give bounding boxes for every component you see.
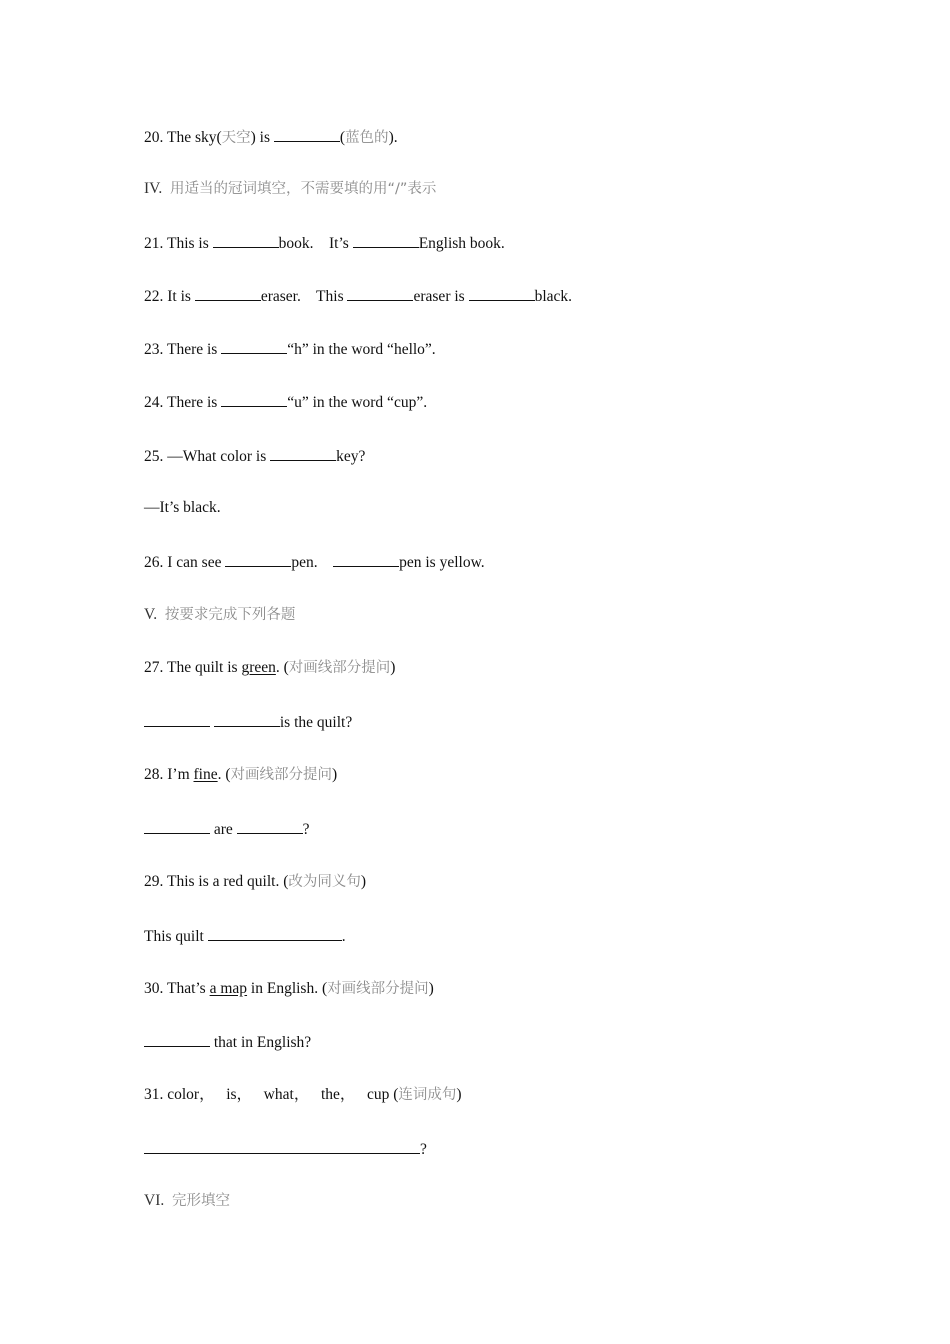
question-25: 25. —What color is key? <box>144 445 365 467</box>
question-28: 28. I’m fine. (对画线部分提问) <box>144 766 338 783</box>
answer-blank[interactable] <box>221 391 287 407</box>
section-vi-heading: VI. 完形填空 <box>144 1192 230 1209</box>
question-26: 26. I can see pen. pen is yellow. <box>144 551 485 573</box>
answer-blank[interactable] <box>333 551 399 567</box>
answer-blank[interactable] <box>144 711 210 727</box>
question-27: 27. The quilt is green. (对画线部分提问) <box>144 659 396 676</box>
answer-blank[interactable] <box>144 1138 420 1154</box>
section-v-heading: V. 按要求完成下列各题 <box>144 606 296 623</box>
answer-blank[interactable] <box>144 1031 210 1047</box>
question-22: 22. It is eraser. This eraser is black. <box>144 285 572 307</box>
question-27-answer: is the quilt? <box>144 711 352 733</box>
question-31-answer: ? <box>144 1138 427 1160</box>
answer-blank[interactable] <box>213 232 279 248</box>
answer-blank[interactable] <box>353 232 419 248</box>
answer-blank[interactable] <box>195 285 261 301</box>
answer-blank[interactable] <box>221 338 287 354</box>
question-29: 29. This is a red quilt. (改为同义句) <box>144 873 367 890</box>
question-29-answer: This quilt . <box>144 925 346 947</box>
question-30-answer: that in English? <box>144 1031 311 1053</box>
answer-blank[interactable] <box>274 126 340 142</box>
answer-blank[interactable] <box>469 285 535 301</box>
question-30: 30. That’s a map in English. (对画线部分提问) <box>144 980 434 997</box>
answer-blank[interactable] <box>214 711 280 727</box>
question-21: 21. This is book. It’s English book. <box>144 232 505 254</box>
question-24: 24. There is “u” in the word “cup”. <box>144 391 427 413</box>
answer-blank[interactable] <box>270 445 336 461</box>
answer-blank[interactable] <box>347 285 413 301</box>
question-28-answer: are ? <box>144 818 310 840</box>
question-25-answer: —It’s black. <box>144 499 221 516</box>
question-20: 20. The sky(天空) is (蓝色的). <box>144 126 398 148</box>
question-23: 23. There is “h” in the word “hello”. <box>144 338 436 360</box>
section-iv-heading: IV. 用适当的冠词填空，不需要填的用“/”表示 <box>144 180 437 197</box>
answer-blank[interactable] <box>225 551 291 567</box>
answer-blank[interactable] <box>208 925 342 941</box>
answer-blank[interactable] <box>237 818 303 834</box>
question-31: 31. color， is， what， the， cup (连词成句) <box>144 1086 462 1103</box>
answer-blank[interactable] <box>144 818 210 834</box>
